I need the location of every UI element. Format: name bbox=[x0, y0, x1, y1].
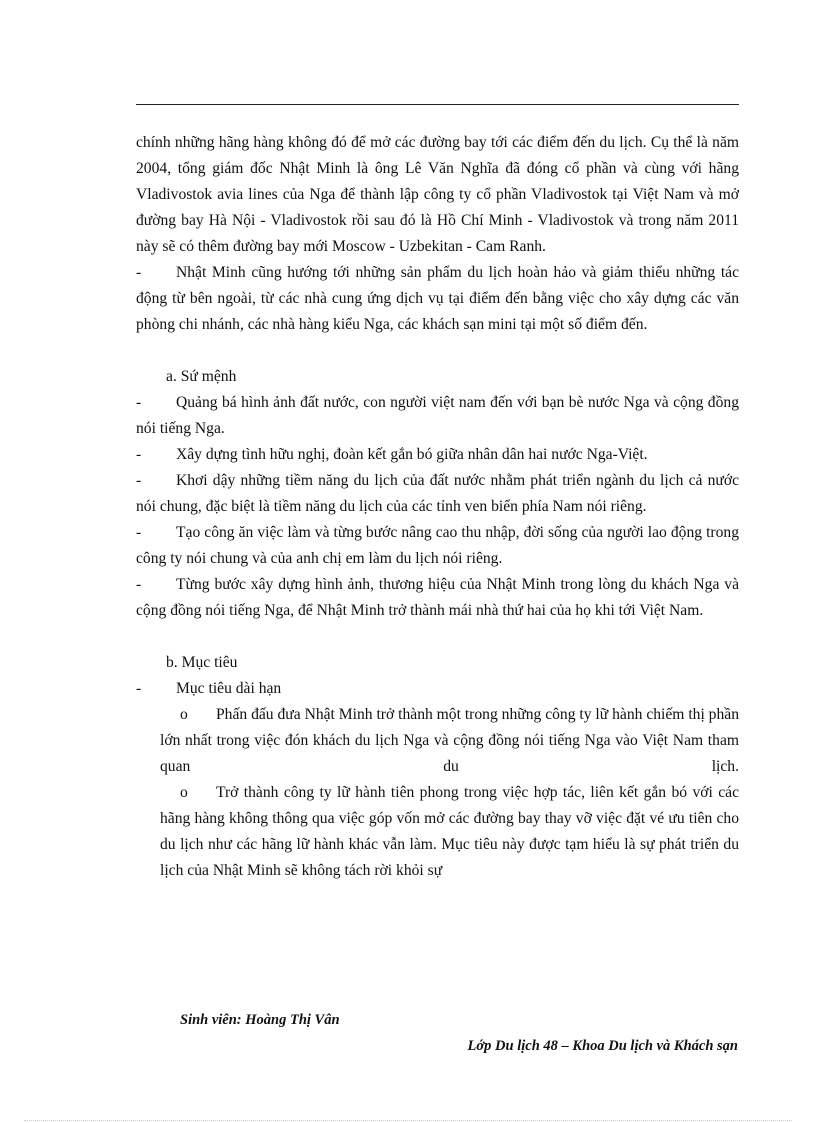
spacer bbox=[136, 624, 739, 650]
bullet-dash: - bbox=[136, 446, 142, 463]
mission-item bbox=[136, 390, 739, 442]
circle-bullet: o bbox=[180, 706, 188, 723]
bullet-dash: - bbox=[136, 472, 142, 489]
bullet-text: Quảng bá hình ảnh đất nước, con người việt nam đến với bạn bè nước Nga và cộng đồng nói tiếng Nga. bbox=[136, 394, 739, 437]
bullet-text: Từng bước xây dựng hình ảnh, thương hiệu của Nhật Minh trong lòng du khách Nga và cộng đồng nói tiếng Nga, để Nhật Minh trở thành mái nhà thứ hai của họ khi tới Việt Nam. bbox=[136, 576, 739, 619]
bullet-dash: - bbox=[136, 264, 142, 281]
mission-item bbox=[136, 520, 739, 572]
intro-paragraph: chính những hãng hàng không đó để mở các đường bay tới các điểm đến du lịch. Cụ thể là năm 2004, tổng giám đốc Nhật Minh là ông Lê Văn Nghĩa đã đóng cổ phần và cùng với hãng Vladivostok avia lines của Nga để thành lập công ty cổ phần Vladivostok tại Việt Nam và mở đường bay Hà Nội - Vladivostok rồi sau đó là Hồ Chí Minh - Vladivostok và trong năm 2011 này sẽ có thêm đường bay mới Moscow - Uzbekitan - Cam Ranh. bbox=[136, 134, 739, 255]
mission-item bbox=[136, 572, 739, 624]
bullet-dash: - bbox=[136, 576, 142, 593]
spacer bbox=[136, 338, 739, 364]
goal-sub-text: Phấn đấu đưa Nhật Minh trở thành một trong những công ty lữ hành chiếm thị phần lớn nhất trong việc đón khách du lịch Nga và cộng đồng nói tiếng Nga vào Việt Nam tham quan du lịch. bbox=[160, 706, 739, 775]
document-body bbox=[136, 130, 739, 884]
goal-sub-item bbox=[136, 702, 739, 780]
long-term-label: Mục tiêu dài hạn bbox=[176, 680, 282, 697]
footer-student-name: Sinh viên: Hoàng Thị Vân bbox=[180, 1012, 340, 1028]
circle-bullet: o bbox=[180, 784, 188, 801]
mission-item bbox=[136, 468, 739, 520]
long-term-goal-item bbox=[136, 676, 739, 702]
goals-heading: b. Mục tiêu bbox=[166, 654, 238, 671]
mission-heading: a. Sứ mệnh bbox=[166, 368, 237, 385]
bullet-text: Xây dựng tình hữu nghị, đoàn kết gắn bó giữa nhân dân hai nước Nga-Việt. bbox=[176, 446, 648, 463]
intro-bullet-item bbox=[136, 260, 739, 338]
goal-sub-text: Trở thành công ty lữ hành tiên phong trong việc hợp tác, liên kết gắn bó với các hãng hàng không thông qua việc góp vốn mở các đường bay thay vỡ việc đặt vé ưu tiên cho du lịch như các hãng lữ hành khác vẫn làm. Mục tiêu này được tạm hiểu là sự phát triển du lịch của Nhật Minh sẽ không tách rời khỏi sự bbox=[160, 784, 739, 879]
bullet-text: Tạo công ăn việc làm và từng bước nâng cao thu nhập, đời sống của người lao động trong công ty nói chung và của anh chị em làm du lịch nói riêng. bbox=[136, 524, 739, 567]
mission-item bbox=[136, 442, 739, 468]
bullet-text: Nhật Minh cũng hướng tới những sản phẩm du lịch hoàn hảo và giảm thiểu những tác động từ bên ngoài, từ các nhà cung ứng dịch vụ tại điểm đến bằng việc cho xây dựng các văn phòng chi nhánh, các nhà hàng kiểu Nga, các khách sạn mini tại một số điểm đến. bbox=[136, 264, 739, 333]
bullet-dash: - bbox=[136, 524, 142, 541]
bullet-dash: - bbox=[136, 394, 142, 411]
bullet-dash: - bbox=[136, 680, 142, 697]
header-rule bbox=[136, 104, 739, 105]
goal-sub-item bbox=[136, 780, 739, 884]
footer-class-faculty: Lớp Du lịch 48 – Khoa Du lịch và Khách sạn bbox=[467, 1038, 738, 1054]
bullet-text: Khơi dậy những tiềm năng du lịch của đất nước nhằm phát triển ngành du lịch cả nước nói chung, đặc biệt là tiềm năng du lịch của các tỉnh ven biển phía Nam nói riêng. bbox=[136, 472, 739, 515]
page-bottom-border bbox=[24, 1120, 792, 1121]
